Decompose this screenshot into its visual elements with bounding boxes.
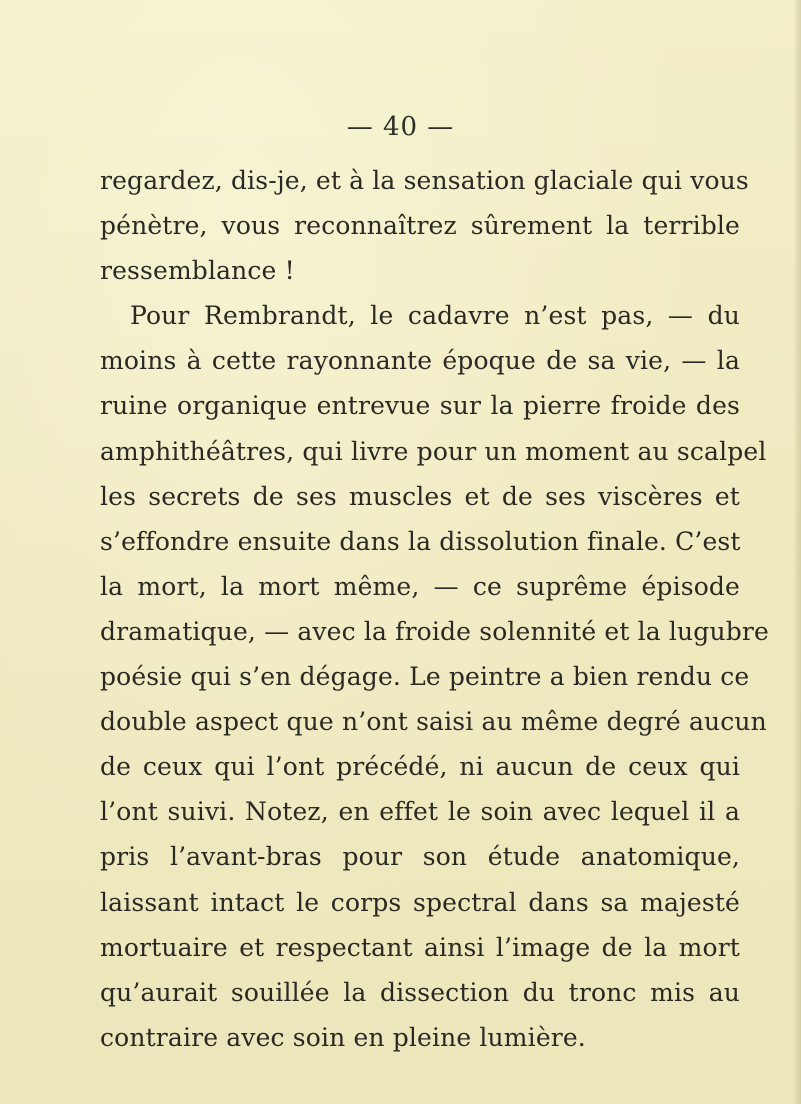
body-text [100, 158, 769, 1060]
text-line: Pour Rembrandt, le cadavre n’est pas, — du [130, 301, 740, 331]
text-line: laissant intact le corps spectral dans sa majesté [100, 887, 740, 917]
page-number: — 40 — [346, 112, 455, 142]
text-line: pris l’avant-bras pour son étude anatomique, [100, 842, 740, 872]
text-line: amphithéâtres, qui livre pour un moment au scalpel [100, 436, 767, 466]
text-line: dramatique, — avec la froide solennité et la lugubre [100, 616, 769, 646]
text-line: pénètre, vous reconnaîtrez sûrement la terrible [100, 211, 740, 241]
text-line: poésie qui s’en dégage. Le peintre a bien rendu ce [100, 662, 750, 692]
text-line: de ceux qui l’ont précédé, ni aucun de ceux qui [100, 752, 740, 782]
text-line: la mort, la mort même, — ce suprême épisode [100, 571, 740, 601]
text-line: les secrets de ses muscles et de ses viscères et [100, 481, 740, 511]
text-line: moins à cette rayonnante époque de sa vie, — la [100, 346, 740, 376]
text-line: l’ont suivi. Notez, en effet le soin avec lequel il a [100, 797, 740, 827]
text-line: double aspect que n’ont saisi au même degré aucun [100, 707, 767, 737]
text-line: s’effondre ensuite dans la dissolution finale. C’est [100, 526, 741, 556]
text-line: ressemblance ! [100, 256, 295, 286]
text-line: mortuaire et respectant ainsi l’image de la mort [100, 932, 740, 962]
page-edge-shadow [793, 0, 801, 1104]
text-line: contraire avec soin en pleine lumière. [100, 1022, 586, 1052]
text-line: regardez, dis-je, et à la sensation glaciale qui vous [100, 166, 749, 195]
text-line: qu’aurait souillée la dissection du tronc mis au [100, 977, 740, 1007]
text-line: ruine organique entrevue sur la pierre froide des [100, 391, 740, 421]
